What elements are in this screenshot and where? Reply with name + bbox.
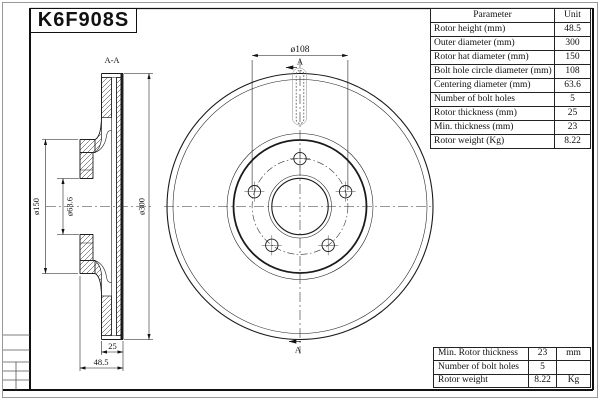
parameter-value: 25 <box>555 107 591 121</box>
table-row <box>434 374 591 387</box>
front-view <box>164 56 434 355</box>
table-row <box>431 93 591 107</box>
parameter-value: 48.5 <box>555 23 591 37</box>
table-row <box>431 51 591 65</box>
dim-hat-diameter-label: ø150 <box>31 198 41 215</box>
section-marker-top-label: A <box>296 56 304 67</box>
parameter-name: Rotor thickness (mm) <box>431 107 555 121</box>
header-parameter: Parameter <box>431 9 555 23</box>
parameter-value: 8.22 <box>555 135 591 149</box>
table-row <box>431 107 591 121</box>
title-block-stub <box>3 335 30 390</box>
table-row <box>434 361 591 374</box>
parameter-table-header <box>431 9 591 23</box>
summary-value: 5 <box>529 361 557 374</box>
summary-label: Number of bolt holes <box>434 361 529 374</box>
parameter-value: 63.6 <box>555 79 591 93</box>
table-row <box>431 37 591 51</box>
parameter-name: Number of bolt holes <box>431 93 555 107</box>
parameter-name: Outer diameter (mm) <box>431 37 555 51</box>
summary-value: 8.22 <box>529 374 557 387</box>
dim-outer-diameter-label: ø300 <box>136 198 147 215</box>
summary-unit <box>557 361 591 374</box>
header-unit: Unit <box>555 9 591 23</box>
parameter-name: Rotor hat diameter (mm) <box>431 51 555 65</box>
summary-value: 23 <box>529 348 557 361</box>
summary-label: Rotor weight <box>434 374 529 387</box>
parameter-value: 5 <box>555 93 591 107</box>
table-row <box>434 348 591 361</box>
section-cut-slot-outline <box>293 68 307 125</box>
parameter-value: 23 <box>555 121 591 135</box>
table-row <box>431 65 591 79</box>
summary-table <box>433 347 591 388</box>
section-dimensions <box>42 74 153 372</box>
parameter-name: Bolt hole circle diameter (mm) <box>431 65 555 79</box>
parameter-value: 108 <box>555 65 591 79</box>
parameter-table <box>430 8 591 149</box>
table-row <box>431 135 591 149</box>
summary-unit: Kg <box>557 374 591 387</box>
summary-unit: mm <box>557 348 591 361</box>
parameter-value: 300 <box>555 37 591 51</box>
section-view-label: A-A <box>104 55 120 65</box>
parameter-name: Rotor height (mm) <box>431 23 555 37</box>
dim-bolt-circle-label: ø108 <box>290 45 310 55</box>
dim-thickness-label: 25 <box>108 341 117 351</box>
part-number: K6F908S <box>37 9 130 31</box>
part-number-box <box>30 8 137 33</box>
table-row <box>431 79 591 93</box>
parameter-name: Min. thickness (mm) <box>431 121 555 135</box>
dim-height-label: 48.5 <box>93 357 109 367</box>
summary-label: Min. Rotor thickness <box>434 348 529 361</box>
drawing-labels <box>31 45 310 367</box>
dim-centering-diameter-label: ø63.6 <box>64 196 75 217</box>
parameter-name: Rotor weight (Kg) <box>431 135 555 149</box>
section-marker-bottom-label: A <box>294 344 302 355</box>
table-row <box>431 23 591 37</box>
table-row <box>431 121 591 135</box>
parameter-value: 150 <box>555 51 591 65</box>
parameter-name: Centering diameter (mm) <box>431 79 555 93</box>
